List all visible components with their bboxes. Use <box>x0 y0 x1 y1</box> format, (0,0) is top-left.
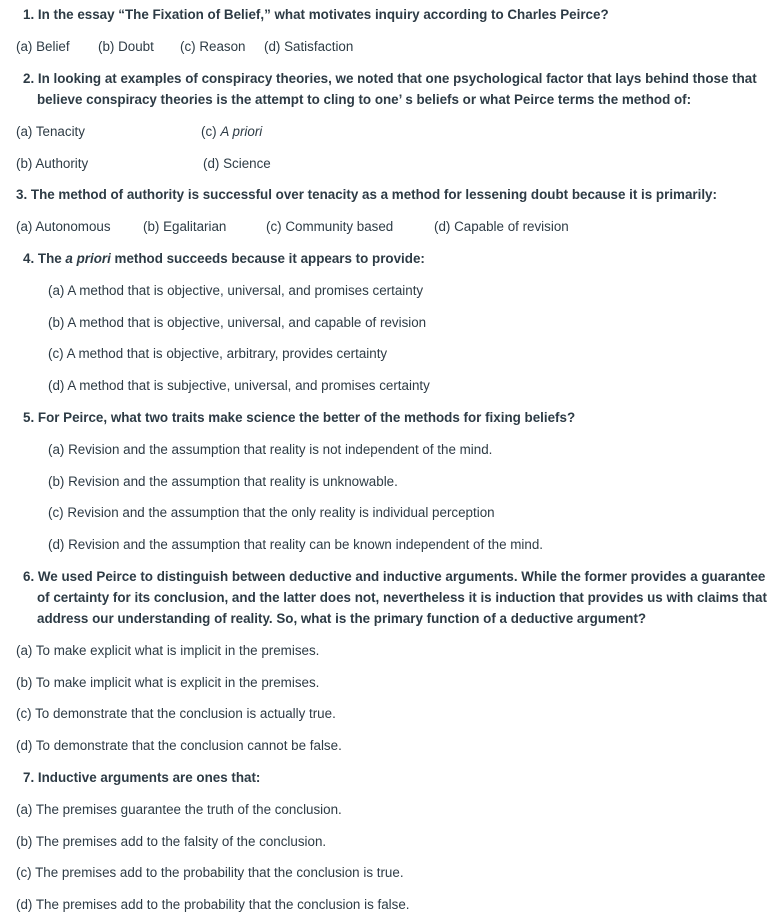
question-2-stem-line-1: 2. In looking at examples of conspiracy theories, we noted that one psychological factor that lays behind those that <box>23 71 757 86</box>
question-5-stem: 5. For Peirce, what two traits make science the better of the methods for fixing beliefs? <box>23 410 576 425</box>
question-7-option-a: (a) The premises guarantee the truth of the conclusion. <box>16 802 342 817</box>
question-2-option-d: (d) Science <box>203 156 271 171</box>
question-4-option-d: (d) A method that is subjective, universal, and promises certainty <box>48 378 430 393</box>
question-6-stem-line-3: address our understanding of reality. So, what is the primary function of a deductive argument? <box>37 611 647 626</box>
question-6-option-c: (c) To demonstrate that the conclusion is actually true. <box>16 706 336 721</box>
question-4-stem-before: 4. The <box>23 251 66 266</box>
question-1-option-d: (d) Satisfaction <box>264 39 354 54</box>
question-2-stem-line-2: believe conspiracy theories is the attempt to cling to one’ s beliefs or what Peirce terms the method of: <box>37 92 692 107</box>
question-4-stem-italic: a priori <box>65 251 111 266</box>
question-5-option-d: (d) Revision and the assumption that reality can be known independent of the mind. <box>48 537 544 552</box>
question-3-option-b: (b) Egalitarian <box>143 219 227 234</box>
question-3-option-a: (a) Autonomous <box>16 219 111 234</box>
question-4-option-b: (b) A method that is objective, universal, and capable of revision <box>48 315 427 330</box>
question-2-option-c-italic: A priori <box>220 124 263 139</box>
question-3-stem: 3. The method of authority is successful over tenacity as a method for lessening doubt because it is primarily: <box>16 187 717 202</box>
question-6-option-d: (d) To demonstrate that the conclusion cannot be false. <box>16 738 342 753</box>
question-6-stem-line-2: of certainty for its conclusion, and the latter does not, nevertheless it is induction that provides us with claims that <box>37 590 767 605</box>
question-7-option-b: (b) The premises add to the falsity of the conclusion. <box>16 834 327 849</box>
question-4-stem <box>23 250 425 268</box>
question-2-option-b: (b) Authority <box>16 156 89 171</box>
question-1-stem: 1. In the essay “The Fixation of Belief,” what motivates inquiry according to Charles Peirce? <box>23 7 609 22</box>
question-1-option-b: (b) Doubt <box>98 39 154 54</box>
question-3-option-d: (d) Capable of revision <box>434 219 569 234</box>
question-6-option-a: (a) To make explicit what is implicit in the premises. <box>16 643 320 658</box>
question-1-option-a: (a) Belief <box>16 39 70 54</box>
question-5-option-b: (b) Revision and the assumption that reality is unknowable. <box>48 474 398 489</box>
question-2-option-a: (a) Tenacity <box>16 124 85 139</box>
question-6-option-b: (b) To make implicit what is explicit in the premises. <box>16 675 320 690</box>
question-6-stem-line-1: 6. We used Peirce to distinguish between deductive and inductive arguments. While the former provides a guarantee <box>23 569 766 584</box>
question-5-option-a: (a) Revision and the assumption that reality is not independent of the mind. <box>48 442 493 457</box>
question-4-stem-after: method succeeds because it appears to provide: <box>110 251 425 266</box>
question-7-stem: 7. Inductive arguments are ones that: <box>23 770 261 785</box>
question-7-option-d: (d) The premises add to the probability that the conclusion is false. <box>16 897 410 912</box>
question-3-option-c: (c) Community based <box>266 219 394 234</box>
question-1-option-c: (c) Reason <box>180 39 246 54</box>
question-2-option-c-prefix: (c) <box>201 124 221 139</box>
question-7-option-c: (c) The premises add to the probability that the conclusion is true. <box>16 865 404 880</box>
question-4-option-a: (a) A method that is objective, universal, and promises certainty <box>48 283 424 298</box>
question-4-option-c: (c) A method that is objective, arbitrary, provides certainty <box>48 346 388 361</box>
question-2-option-c <box>201 123 262 141</box>
question-5-option-c: (c) Revision and the assumption that the only reality is individual perception <box>48 505 495 520</box>
